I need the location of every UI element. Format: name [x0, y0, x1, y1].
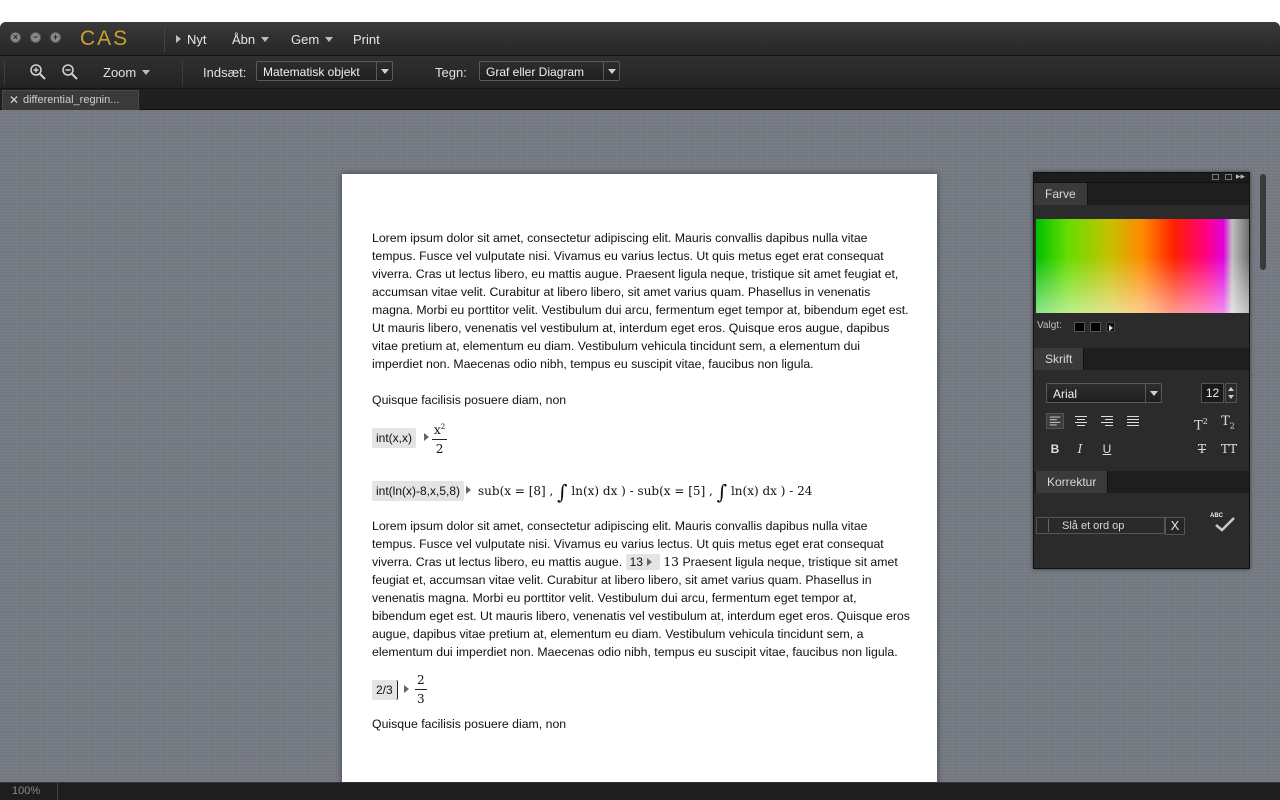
minimize-window-icon[interactable]: − [30, 32, 41, 43]
input-divider [1048, 519, 1049, 532]
cas-block-fraction[interactable] [372, 671, 912, 706]
zoom-dropdown[interactable] [103, 65, 150, 80]
tab-proofing[interactable]: Korrektur [1036, 471, 1108, 493]
selected-foreground-swatch[interactable] [1074, 322, 1085, 332]
fraction-denominator: 3 [417, 692, 425, 706]
document-page[interactable] [342, 174, 937, 782]
superscript-label: T [1194, 418, 1203, 434]
zoom-label: Zoom [103, 65, 137, 80]
cas-input-text: 13 [629, 555, 643, 569]
cas-input[interactable] [372, 481, 464, 501]
app-window [0, 22, 1280, 800]
zoom-readout: 100% [0, 783, 58, 800]
text-line[interactable]: Quisque facilisis posuere diam, non [372, 393, 567, 407]
superscript-mark: 2 [1202, 417, 1208, 426]
cas-input-text: int(x,x) [376, 431, 412, 445]
cas-output-inline: 13 [663, 555, 680, 569]
close-window-icon[interactable]: × [10, 32, 21, 43]
chevron-down-icon [325, 37, 333, 42]
cas-output-part: sub(x = [8] , [478, 484, 554, 498]
cas-output-part: ln(x) dx ) - sub(x = [5] , [571, 484, 713, 498]
toolbar-divider [182, 61, 183, 85]
cas-input-inline[interactable] [626, 554, 660, 570]
subscript-label: T [1221, 414, 1230, 429]
cas-input[interactable] [372, 428, 416, 448]
menu-save[interactable] [291, 32, 333, 47]
status-bar [0, 782, 1280, 800]
align-right-icon[interactable] [1098, 413, 1116, 429]
toolbar-divider [4, 61, 5, 85]
align-left-icon[interactable] [1046, 413, 1064, 429]
caps-button[interactable]: TT [1220, 442, 1238, 456]
cas-input[interactable] [372, 680, 398, 700]
insert-select[interactable] [256, 61, 393, 81]
chevron-down-icon [603, 62, 619, 80]
paragraph-with-cas[interactable] [372, 517, 912, 661]
lookup-word-input[interactable]: Slå et ord op [1036, 517, 1165, 534]
insert-label: Indsæt: [203, 65, 247, 80]
text-line[interactable]: Quisque facilisis posuere diam, non [372, 717, 567, 731]
app-title: CAS [80, 27, 130, 50]
menu-save-label: Gem [291, 32, 320, 47]
fraction-numerator: 2 [415, 671, 427, 690]
document-tab[interactable] [2, 90, 139, 110]
fraction-denominator: 2 [435, 442, 444, 456]
spellcheck-button[interactable] [1210, 513, 1236, 533]
numerator-base: x [434, 423, 441, 437]
menu-print[interactable] [353, 32, 380, 47]
cas-block-integral[interactable] [372, 418, 912, 454]
align-center-icon[interactable] [1072, 413, 1090, 429]
color-spectrum[interactable] [1036, 219, 1249, 313]
tab-color[interactable]: Farve [1034, 183, 1088, 205]
bold-button[interactable]: B [1050, 442, 1060, 456]
checkmark-icon [1214, 516, 1236, 532]
spellcheck-label: ABC [1210, 513, 1223, 519]
strikethrough-button[interactable]: T [1197, 442, 1206, 456]
panel-titlebar [1034, 173, 1249, 183]
selected-color-label: Valgt: [1037, 320, 1062, 331]
font-size-stepper[interactable] [1225, 383, 1237, 403]
draw-label: Tegn: [435, 65, 467, 80]
menu-new-label: Nyt [187, 32, 207, 47]
numerator-exponent: 2 [440, 423, 446, 431]
color-section-header [1034, 183, 1249, 205]
font-family-value: Arial [1053, 387, 1078, 401]
cas-input-text: int(ln(x)-8,x,5,8) [376, 484, 461, 498]
fraction-numerator [432, 418, 447, 440]
zoom-in-icon[interactable] [29, 63, 47, 81]
toolbar [0, 56, 1280, 89]
draw-select-value: Graf eller Diagram [486, 65, 585, 79]
cas-output-fraction [415, 671, 427, 708]
italic-button[interactable]: I [1077, 442, 1083, 456]
scrollbar-thumb[interactable] [1260, 174, 1266, 270]
evaluate-arrow-icon [466, 486, 471, 494]
evaluate-arrow-icon [404, 685, 409, 693]
cas-output-fraction [432, 418, 447, 458]
document-tab-bar [0, 89, 1280, 110]
subscript-button[interactable] [1219, 413, 1237, 431]
menu-open[interactable] [232, 32, 269, 47]
font-family-select[interactable] [1046, 383, 1162, 403]
font-size-input[interactable]: 12 [1201, 383, 1224, 403]
chevron-down-icon [376, 62, 392, 80]
subscript-mark: 2 [1229, 421, 1235, 431]
draw-select[interactable] [479, 61, 620, 81]
panel-maximize-icon[interactable] [1225, 174, 1232, 180]
cas-input-text: 2/3 [376, 683, 393, 697]
cas-output [478, 480, 813, 504]
evaluate-arrow-icon [647, 558, 652, 566]
cas-output-part: ln(x) dx ) - 24 [730, 484, 813, 498]
format-panel [1033, 172, 1250, 569]
stepper-down-icon[interactable] [1228, 395, 1234, 399]
paragraph[interactable]: Lorem ipsum dolor sit amet, consectetur adipiscing elit. Mauris convallis dapibus nulla vitae tempus. Fusce vel vulputate nisi. Vivamus eu varius lectus. Ut quis metus eget erat consequat viverra. Cras ut lectus libero, eu mattis augue. Praesent ligula neque, tristique sit amet feugiat et, accumsan vitae velit. Curabitur at libero libero, sit amet varius quam. Phasellus in venenatis magna. Morbi eu porttitor velit. Vestibulum dui arcu, fermentum eget tempor at, bibendum eget est. Ut mauris libero, venenatis vel vestibulum at, interdum eget eros. Quisque eros augue, dapibus vitae pretium at, elementum eu diam. Vestibulum vehicula tincidunt sem, a elementum dui imperdiet non. Maecenas odio nibh, tempus eu suscipit vitae, faucibus non ligula. [372, 231, 909, 371]
underline-button[interactable]: U [1102, 442, 1112, 456]
font-section-header [1034, 348, 1249, 370]
paragraph-text: Praesent ligula neque, tristique sit amet feugiat et, accumsan vitae velit. Curabitur at libero libero, sit amet varius quam. Phasellus in venenatis magna. Morbi eu porttitor velit. Vestibulum dui arcu, fermentum eget tempor at, bibendum eget est. Ut mauris libero, venenatis vel vestibulum at, interdum eget eros. Quisque eros augue, dapibus vitae pretium at, elementum eu diam. Vestibulum vehicula tincidunt sem, a elementum dui imperdiet non. Maecenas odio nibh, tempus eu suscipit vitae, faucibus non ligula. [372, 555, 910, 659]
panel-collapse-icon[interactable]: ▸▸ [1235, 171, 1245, 181]
tab-font[interactable]: Skrift [1034, 348, 1084, 370]
chevron-down-icon [142, 70, 150, 75]
selected-background-swatch[interactable] [1090, 322, 1101, 332]
menu-new[interactable] [176, 32, 207, 47]
chevron-down-icon [1145, 384, 1161, 402]
menu-print-label: Print [353, 32, 380, 47]
evaluate-arrow-icon [424, 433, 429, 441]
superscript-button[interactable] [1192, 413, 1210, 434]
chevron-down-icon [261, 37, 269, 42]
menu-bar [0, 22, 1280, 56]
panel-minimize-icon[interactable] [1212, 174, 1219, 180]
play-arrow-icon [176, 35, 181, 43]
proofing-section-header [1034, 471, 1249, 493]
zoom-out-icon[interactable] [61, 63, 79, 81]
swatch-menu-arrow-icon[interactable] [1106, 322, 1115, 332]
insert-select-value: Matematisk objekt [263, 65, 360, 79]
align-justify-icon[interactable] [1124, 413, 1142, 429]
integral-sign-icon: ∫ [557, 480, 568, 504]
workspace [0, 110, 1280, 782]
integral-sign-icon: ∫ [716, 480, 728, 504]
zoom-window-icon[interactable]: + [50, 32, 61, 43]
close-tab-icon[interactable]: ✕ [9, 93, 20, 107]
menu-divider [164, 26, 165, 52]
cas-block-definite-integral[interactable] [372, 478, 912, 504]
vertical-scrollbar[interactable] [1258, 174, 1268, 774]
menu-open-label: Åbn [232, 32, 256, 47]
paragraph-text: Lorem ipsum dolor sit amet, consectetur adipiscing elit. Mauris convallis dapibus nulla vitae tempus. Fusce vel vulputate nisi. Vivamus eu varius lectus. Ut quis metus eget erat consequat viverra. Cras ut lectus libero, eu mattis augue. [372, 519, 884, 569]
document-tab-label: differential_regnin... [23, 94, 120, 106]
clear-lookup-button[interactable]: X [1165, 517, 1185, 535]
stepper-up-icon[interactable] [1228, 387, 1234, 391]
